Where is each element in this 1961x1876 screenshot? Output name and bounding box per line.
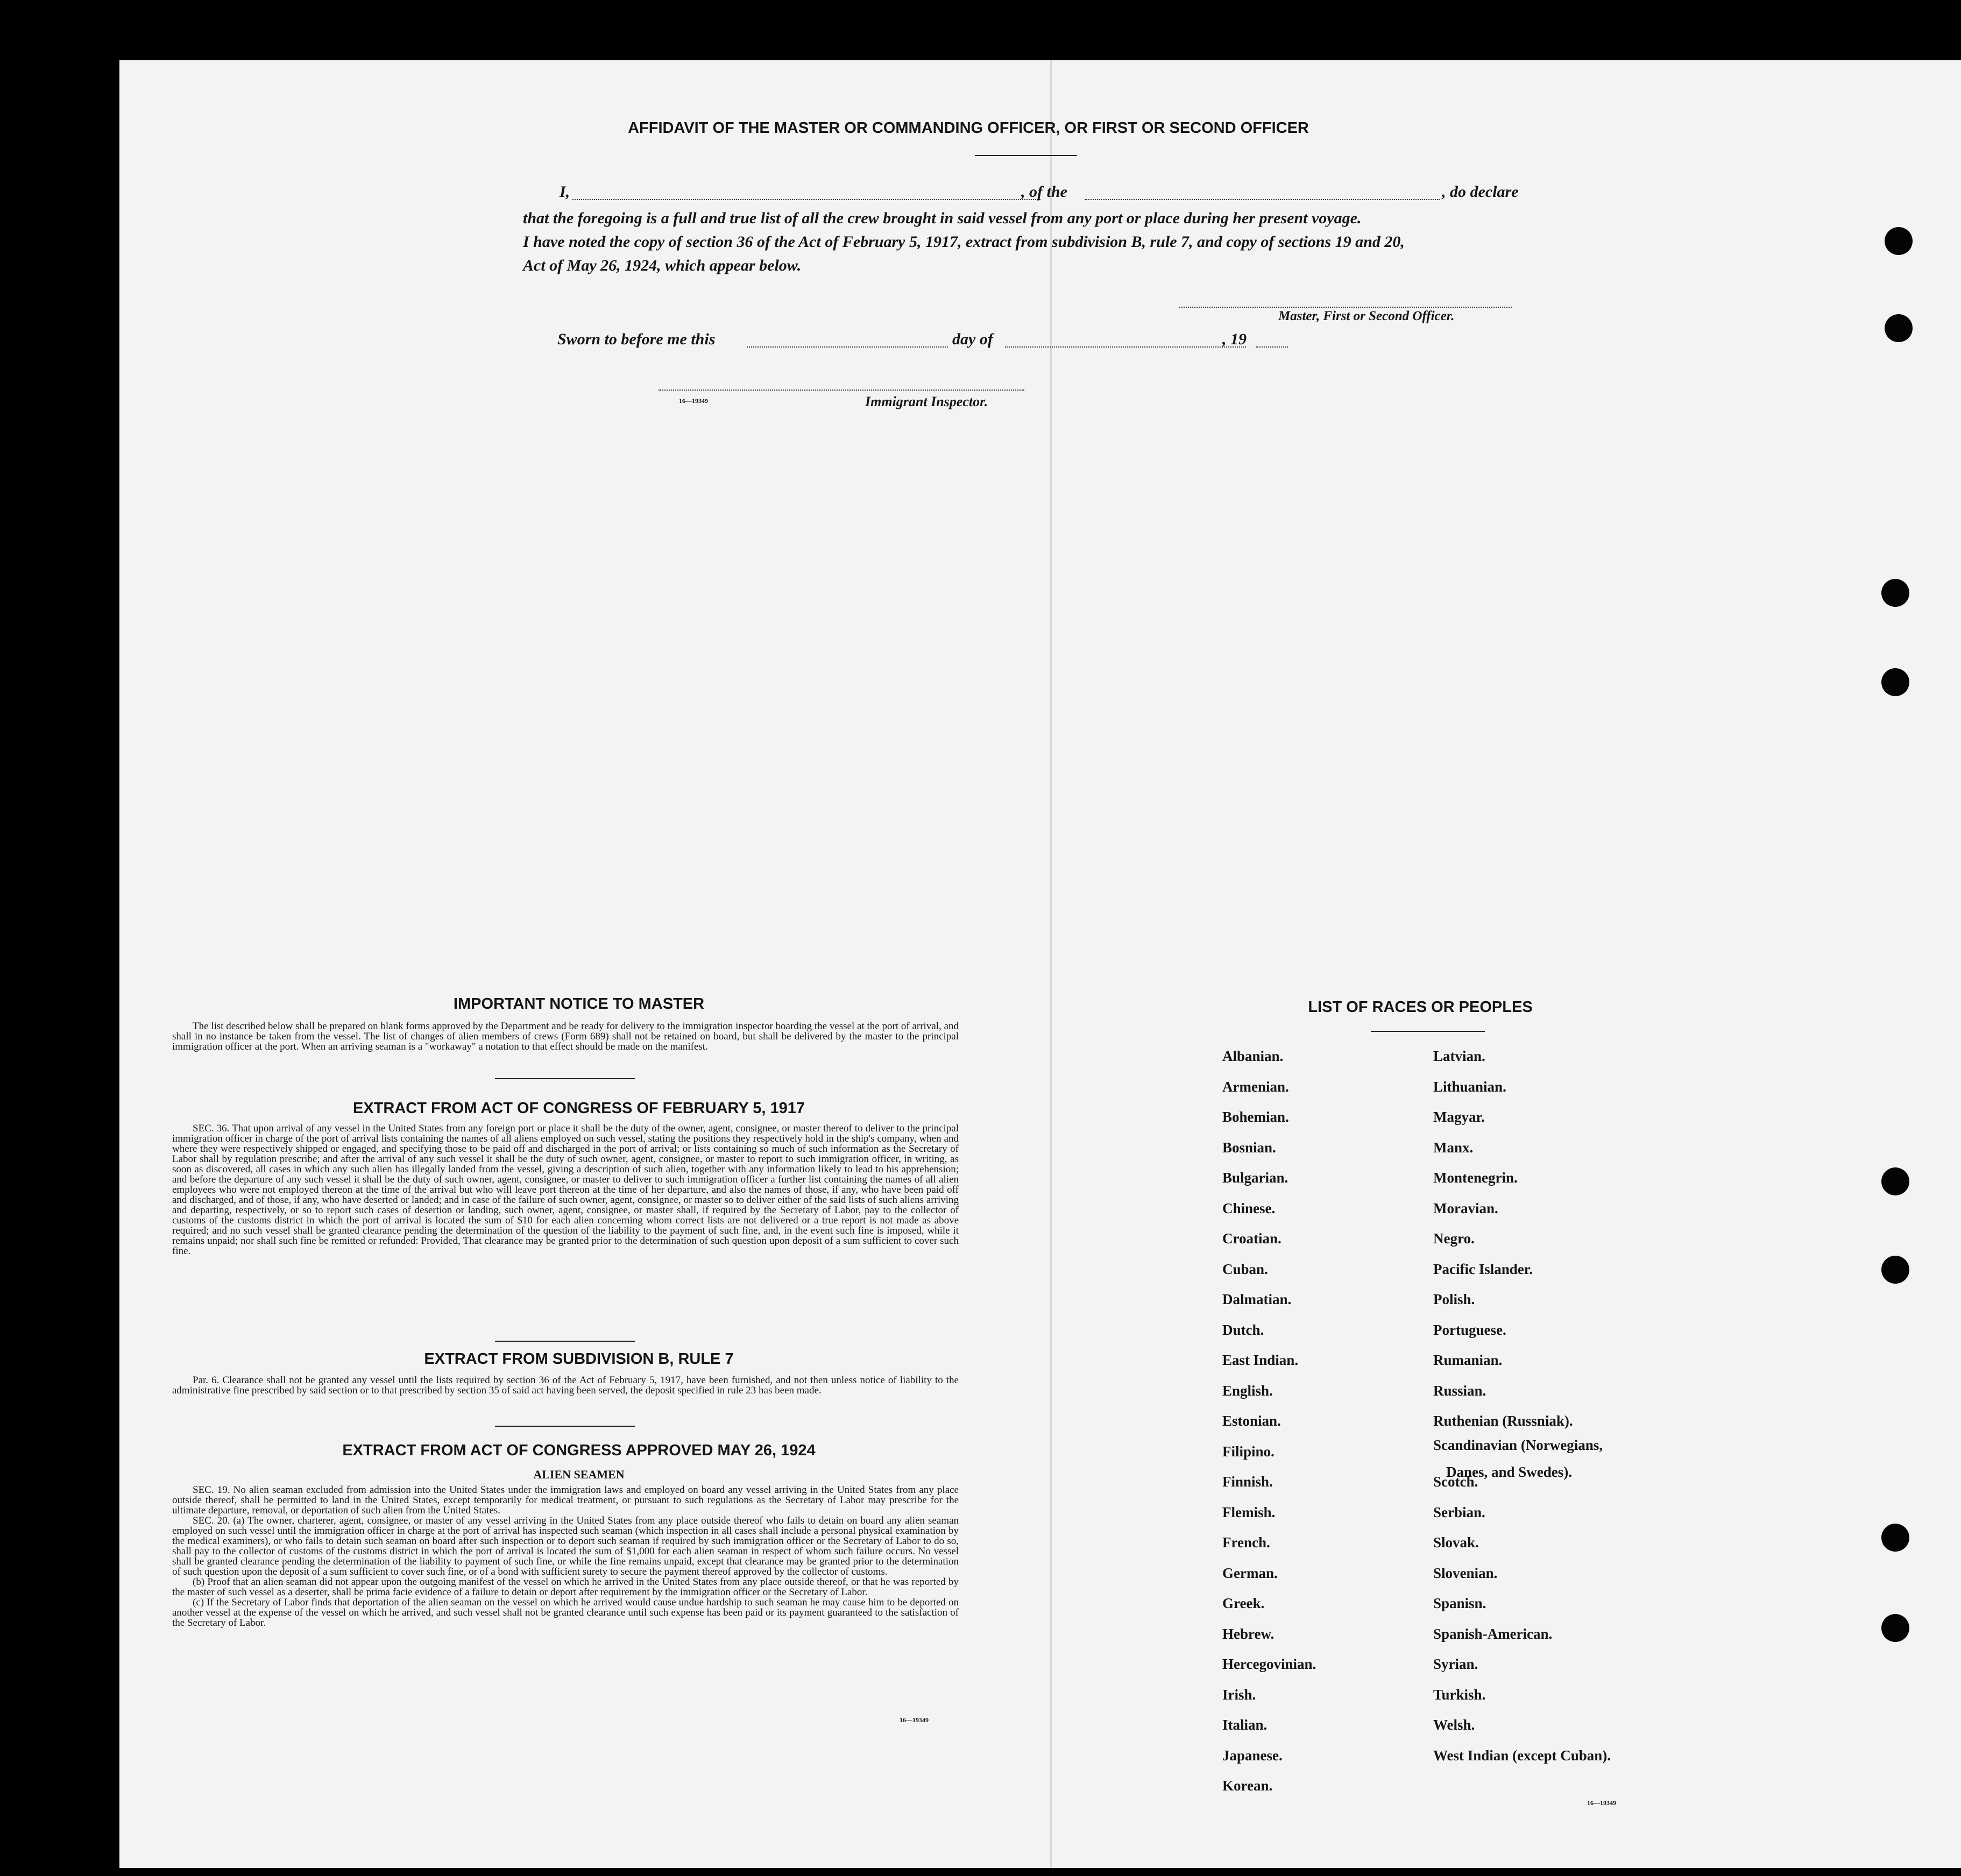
race-item: Danes, and Swedes). <box>1446 1463 1573 1480</box>
extract-1924-subtitle: ALIEN SEAMEN <box>533 1468 625 1481</box>
rule7-paragraph: Par. 6. Clearance shall not be granted any vessel until the lists required by section 36 of the Act of February 5, 1917, have been furnished, and not then unless notice of liability to the administrative fine prescribed by said section or to that prescribed by section 35 of said act having been served, the deposit specified in rule 23 has been made. <box>172 1375 959 1396</box>
race-item: Korean. <box>1222 1778 1273 1794</box>
binder-hole <box>1885 227 1913 255</box>
vessel-name-field[interactable] <box>1085 199 1440 200</box>
race-item: Filipino. <box>1222 1443 1275 1460</box>
section-20c-paragraph: (c) If the Secretary of Labor finds that deportation of the alien seaman on the vessel on which he arrived would cause undue hardship to such seaman he may cause him to be deported on another vessel at the expense of the vessel on which he arrived, and such vessel shall not be granted clearance until such expense has been paid or its payment guaranteed to the satisfaction of the Secretary of Labor. <box>172 1597 959 1629</box>
inspector-caption: Immigrant Inspector. <box>865 394 988 409</box>
extract-1917-title: EXTRACT FROM ACT OF CONGRESS OF FEBRUARY 5, 1917 <box>352 1100 805 1117</box>
race-item: Hebrew. <box>1222 1625 1275 1642</box>
form-number-right: 16—19349 <box>1587 1799 1616 1807</box>
binder-hole <box>1881 1167 1909 1195</box>
race-item: Spanish-American. <box>1433 1625 1553 1642</box>
race-item: Hercegovinian. <box>1222 1656 1316 1672</box>
race-item: Portuguese. <box>1433 1321 1506 1338</box>
section-20b-paragraph: (b) Proof that an alien seaman did not appear upon the outgoing manifest of the vessel on which he arrived in the United States from any place outside thereof, or that he was reported by the master of such vessel as a deserter, shall be prima facie evidence of a failure to detain or deport after requirement by the immigration officer or the Secretary of Labor. <box>172 1576 959 1598</box>
sworn-month-field[interactable] <box>1005 346 1246 348</box>
race-item: Flemish. <box>1222 1504 1276 1520</box>
section-divider <box>495 1341 635 1342</box>
of-the-label: , of the <box>1021 183 1067 201</box>
rule7-title: EXTRACT FROM SUBDIVISION B, RULE 7 <box>424 1350 734 1368</box>
race-item: Finnish. <box>1222 1474 1273 1490</box>
race-item: Italian. <box>1222 1717 1268 1733</box>
extract-1924-title: EXTRACT FROM ACT OF CONGRESS APPROVED MAY 26, 1924 <box>342 1442 816 1459</box>
form-number-left: 16—19349 <box>900 1716 929 1724</box>
declarant-label: I, <box>560 183 570 201</box>
race-item: Irish. <box>1222 1686 1256 1703</box>
race-item: Rumanian. <box>1433 1352 1503 1368</box>
affidavit-statement <box>523 207 1534 278</box>
race-item: English. <box>1222 1382 1273 1399</box>
inspector-signature-field[interactable] <box>659 390 1024 391</box>
race-item: Greek. <box>1222 1595 1265 1611</box>
section-20a-paragraph: SEC. 20. (a) The owner, charterer, agent, consignee, or master of any vessel arriving in the United States from any place outside thereof who fails to detain on board any alien seaman employed on such vessel until the immigration officer in charge at the port of arrival has inspected such seaman (which inspection in all cases shall include a personal physical examination by the medical examiners), or who fails to detain such seaman on board after such inspection or to deport such seaman if required by such immigration officer or the Secretary of Labor to do so, shall pay to the collector of customs of the customs district in which the port of arrival is located the sum of $1,000 for each alien seaman in respect of whom such failure occurs. No vessel shall be granted clearance pending the determination of the liability to payment of such fine, or while the fine remains unpaid, except that clearance may be granted prior to the determination of such question upon the deposit of a sum sufficient to cover such fine, or of a bond with sufficient surety to secure the payment thereof approved by the collector of customs. <box>172 1515 959 1577</box>
form-number-top: 16—19349 <box>679 397 708 405</box>
year-label: , 19 <box>1222 330 1247 348</box>
race-item: Dalmatian. <box>1222 1291 1292 1307</box>
race-item: West Indian (except Cuban). <box>1433 1747 1611 1764</box>
race-item: French. <box>1222 1534 1270 1551</box>
sworn-year-field[interactable] <box>1256 346 1288 348</box>
declarant-name-field[interactable] <box>572 199 1040 200</box>
extract-1924-body <box>172 1485 959 1628</box>
binder-hole <box>1881 579 1909 607</box>
race-item: Russian. <box>1433 1382 1486 1399</box>
binder-hole <box>1881 1256 1909 1284</box>
races-title: LIST OF RACES OR PEOPLES <box>1308 999 1533 1016</box>
binder-hole <box>1881 1614 1909 1642</box>
race-item: Armenian. <box>1222 1078 1289 1095</box>
race-item: Cuban. <box>1222 1261 1268 1277</box>
race-item: Spanisn. <box>1433 1595 1486 1611</box>
section-divider <box>495 1078 635 1079</box>
affidavit-line3: I have noted the copy of section 36 of the Act of February 5, 1917, extract from subdivision B, rule 7, and copy of sections 19 and 20, <box>523 233 1405 251</box>
race-item: Croatian. <box>1222 1230 1282 1247</box>
race-item: Chinese. <box>1222 1200 1276 1216</box>
race-item: Bosnian. <box>1222 1139 1276 1156</box>
master-signature-field[interactable] <box>1179 307 1512 308</box>
master-signature-caption: Master, First or Second Officer. <box>1278 309 1455 323</box>
binder-hole <box>1881 668 1909 696</box>
race-item: Japanese. <box>1222 1747 1283 1764</box>
race-item: Scandinavian (Norwegians, <box>1433 1436 1603 1453</box>
binder-hole <box>1881 1524 1909 1552</box>
binder-hole <box>1885 314 1913 342</box>
extract-1917-body <box>172 1123 959 1256</box>
title-underline <box>975 155 1077 156</box>
section-36-paragraph: SEC. 36. That upon arrival of any vessel in the United States from any foreign port or place it shall be the duty of the owner, agent, consignee, or master thereof to deliver to the principal immigration officer in charge of the port of arrival lists containing the names of all aliens employed on such vessel, stating the positions they respectively hold in the ship's company, when and where they were respectively shipped or engaged, and specifying those to be paid off and discharged in the port of arrival; or lists containing so much of such information as the Secretary of Labor shall by regulation prescribe; and after the arrival of any such vessel it shall be the duty of such owner, agent, consignee, or master to report to such immigration officer, in writing, as soon as discovered, all cases in which any such alien has illegally landed from the vessel, giving a description of such alien, together with any information likely to lead to his apprehension; and before the departure of any such vessel it shall be the duty of such owner, agent, consignee, or master to deliver to such immigration officer a further list containing the names of all alien employees who were not employed thereon at the time of the arrival but who will leave port thereon at the time of her departure, and also the names of those, if any, who have been paid off and discharged, and of those, if any, who have deserted or landed; and in case of the failure of such owner, agent, consignee, or master so to deliver either of the said lists of such aliens arriving and departing, respectively, or so to report such cases of desertion or landing, such owner, agent, consignee, or master shall, if required by the Secretary of Labor, pay to the collector of customs of the customs district in which the port of arrival is located the sum of $10 for each alien concerning whom correct lists are not delivered or a true report is not made as above required; and no such vessel shall be granted clearance pending the determination of the question of the liability to the payment of such fine, and, in the event such fine is imposed, while it remains unpaid; nor shall such fine be remitted or refunded: Provided, That clearance may be granted prior to the determination of such question upon deposit of a sum sufficient to cover such fine. <box>172 1123 959 1257</box>
race-item: Moravian. <box>1433 1200 1498 1216</box>
section-19-paragraph: SEC. 19. No alien seaman excluded from admission into the United States under the immigration laws and employed on board any vessel arriving in the United States from any place outside thereof, shall be permitted to land in the United States, except temporarily for medical treatment, or pursuant to such regulations as the Secretary of Labor may prescribe for the ultimate departure, removal, or deportation of such alien from the United States. <box>172 1484 959 1516</box>
race-item: Pacific Islander. <box>1433 1261 1533 1277</box>
notice-title: IMPORTANT NOTICE TO MASTER <box>453 995 705 1013</box>
race-item: Ruthenian (Russniak). <box>1433 1413 1573 1429</box>
race-item: Polish. <box>1433 1291 1475 1307</box>
race-item: Lithuanian. <box>1433 1078 1506 1095</box>
race-item: Bohemian. <box>1222 1109 1289 1125</box>
affidavit-line1 <box>560 183 1534 207</box>
sworn-day-field[interactable] <box>747 346 948 348</box>
affidavit-line4: Act of May 26, 1924, which appear below. <box>523 257 802 274</box>
sworn-line <box>557 330 1311 354</box>
race-item: German. <box>1222 1564 1278 1581</box>
race-item: Welsh. <box>1433 1717 1475 1733</box>
race-item: Estonian. <box>1222 1413 1281 1429</box>
race-item: Slovenian. <box>1433 1564 1498 1581</box>
race-item: Turkish. <box>1433 1686 1486 1703</box>
race-item: Bulgarian. <box>1222 1170 1289 1186</box>
race-item: Latvian. <box>1433 1048 1485 1064</box>
race-item: Slovak. <box>1433 1534 1479 1551</box>
race-item: Manx. <box>1433 1139 1474 1156</box>
race-item: Serbian. <box>1433 1504 1485 1520</box>
race-item: Scotch. <box>1433 1474 1478 1490</box>
race-item: Syrian. <box>1433 1656 1478 1672</box>
affidavit-line2: that the foregoing is a full and true list of all the crew brought in said vessel from any port or place during her present voyage. <box>523 209 1362 227</box>
section-divider <box>495 1426 635 1427</box>
notice-paragraph: The list described below shall be prepared on blank forms approved by the Department and be ready for delivery to the immigration inspector boarding the vessel at the port of arrival, and shall in no instance be taken from the vessel. The list of changes of alien members of crews (Form 689) shall not be retained on board, but shall be delivered by the master to the principal immigration officer at the port. When an arriving seaman is a "workaway" a notation to that effect should be made on the manifest. <box>172 1021 959 1052</box>
race-item: East Indian. <box>1222 1352 1299 1368</box>
race-item: Montenegrin. <box>1433 1170 1518 1186</box>
do-declare-label: , do declare <box>1442 183 1519 201</box>
affidavit-title: AFFIDAVIT OF THE MASTER OR COMMANDING OFFICER, OR FIRST OR SECOND OFFICER <box>628 119 1309 137</box>
races-title-underline <box>1371 1031 1485 1032</box>
race-item: Albanian. <box>1222 1048 1284 1064</box>
notice-body <box>172 1021 959 1052</box>
rule7-body <box>172 1375 959 1396</box>
race-item: Magyar. <box>1433 1109 1485 1125</box>
race-item: Negro. <box>1433 1230 1475 1247</box>
day-of-label: day of <box>952 330 993 348</box>
race-item: Dutch. <box>1222 1321 1264 1338</box>
sworn-label: Sworn to before me this <box>557 330 716 348</box>
